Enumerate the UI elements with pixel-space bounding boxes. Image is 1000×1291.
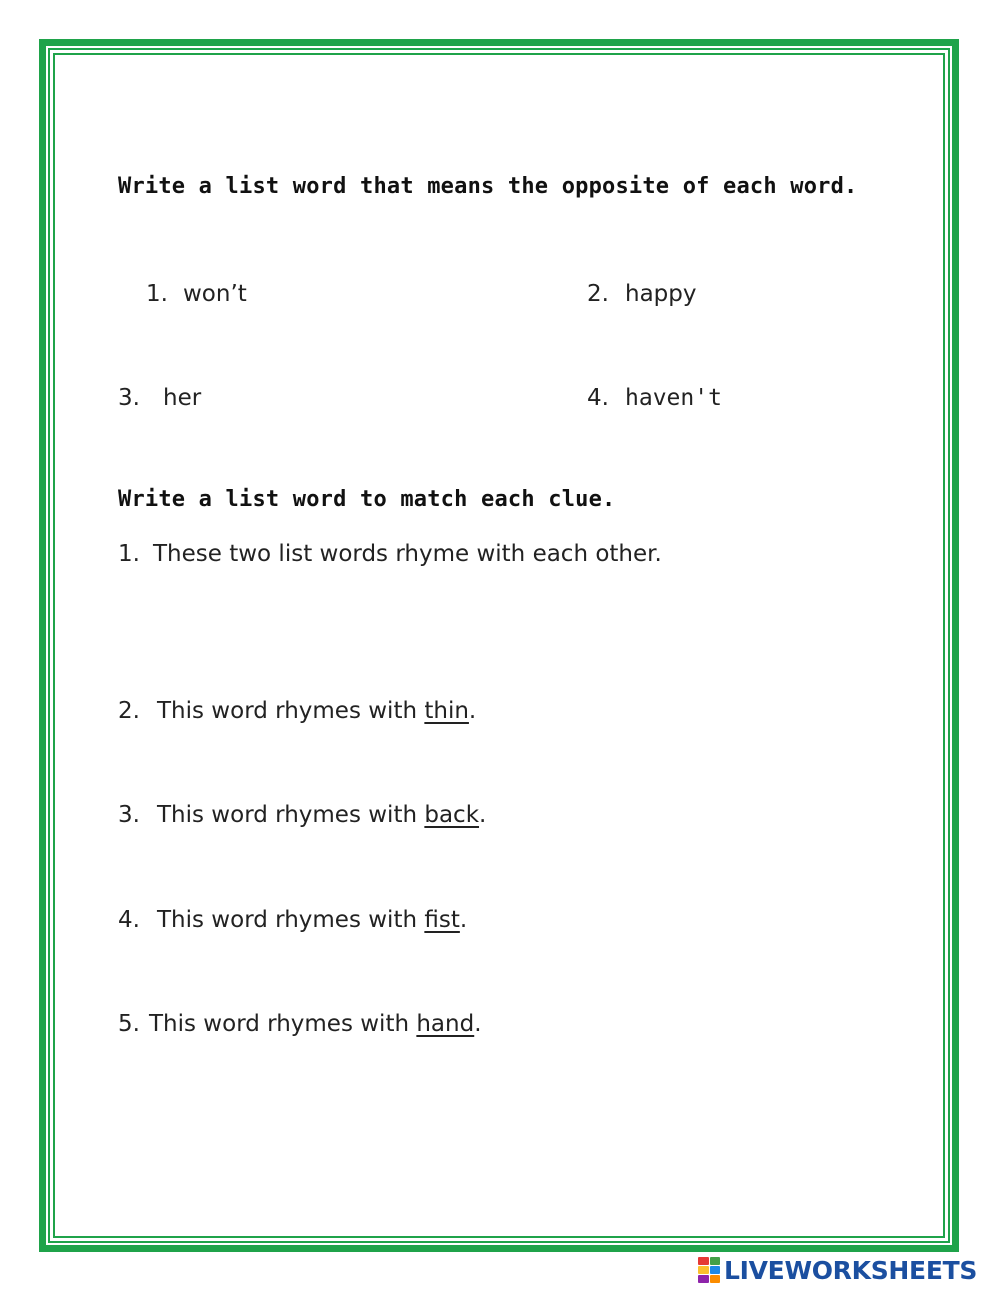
item-number: 4. — [587, 385, 609, 411]
clue-item-1 — [118, 541, 662, 567]
clue-number: 4. — [118, 907, 140, 933]
clue-period: . — [479, 802, 487, 828]
clue-period: . — [459, 907, 468, 933]
clue-text: This word rhymes with — [157, 698, 425, 724]
clue-rhyme-word: fist — [424, 907, 460, 933]
opposite-item-2 — [587, 281, 696, 307]
liveworksheets-logo-icon — [698, 1257, 720, 1283]
clue-item-2 — [118, 698, 476, 724]
clue-rhyme-word: back — [424, 802, 480, 828]
item-word: haven't — [625, 385, 722, 411]
clue-text: This word rhymes with — [157, 802, 425, 828]
liveworksheets-logo[interactable] — [698, 1254, 977, 1286]
clue-number: 2. — [118, 698, 140, 724]
item-word: her — [163, 385, 202, 411]
clue-text: These two list words rhyme with each other. — [153, 541, 662, 567]
clue-item-5 — [118, 1011, 482, 1037]
clue-number: 5. — [118, 1011, 140, 1037]
clue-item-3 — [118, 802, 486, 828]
opposites-heading: Write a list word that means the opposite of each word. — [118, 174, 858, 199]
clue-text: This word rhymes with — [157, 907, 425, 933]
clues-heading: Write a list word to match each clue. — [118, 487, 616, 512]
clue-item-4 — [118, 907, 467, 933]
item-word: happy — [625, 281, 697, 307]
logo-text: LIVEWORKSHEETS — [724, 1255, 978, 1285]
clue-rhyme-word: thin — [424, 698, 469, 724]
clue-rhyme-word: hand — [416, 1011, 475, 1037]
item-word: won’t — [183, 281, 247, 307]
item-number: 3. — [118, 385, 140, 411]
item-number: 2. — [587, 281, 609, 307]
clue-number: 1. — [118, 541, 140, 567]
item-number: 1. — [146, 281, 168, 307]
page-border-inner — [53, 53, 945, 1238]
opposite-item-4 — [587, 385, 722, 411]
page-border — [39, 39, 959, 1252]
clue-period: . — [468, 698, 477, 724]
clue-number: 3. — [118, 802, 140, 828]
clue-period: . — [474, 1011, 482, 1037]
opposite-item-1 — [146, 281, 247, 307]
opposite-item-3 — [118, 385, 201, 411]
clue-text: This word rhymes with — [149, 1011, 417, 1037]
